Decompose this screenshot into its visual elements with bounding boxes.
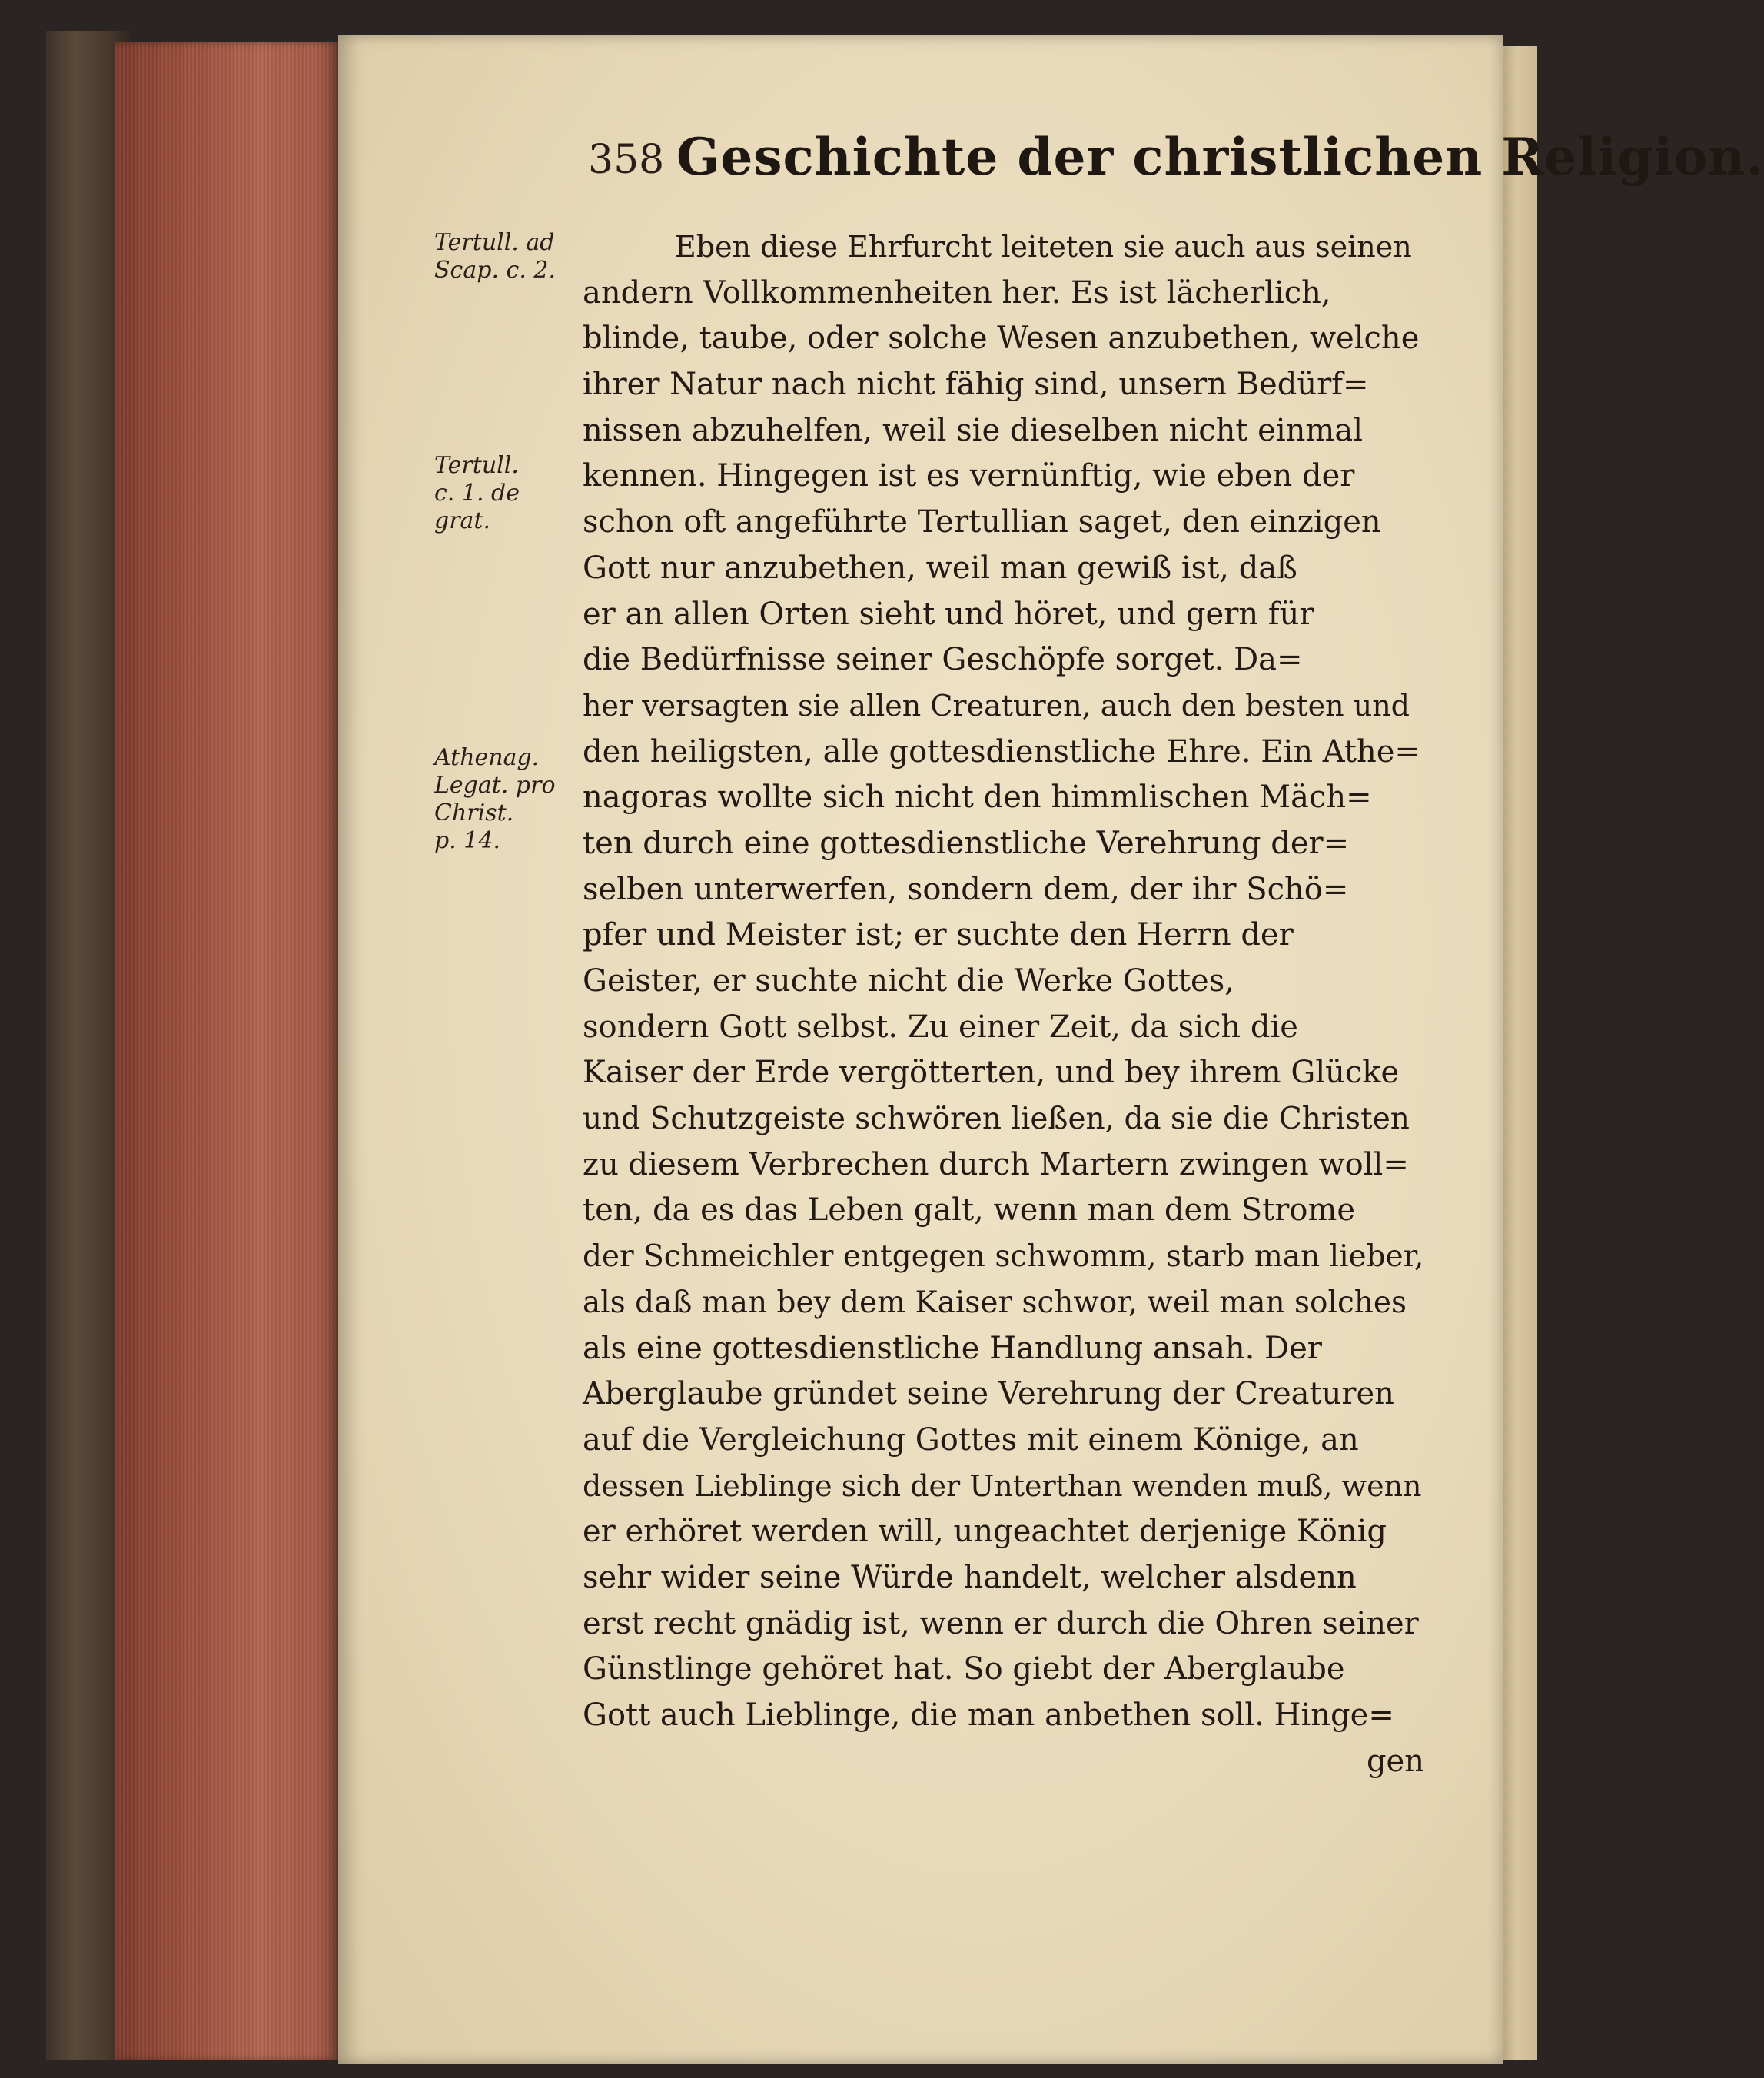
text-line: nagoras wollte sich nicht den himmlischen Mäch=: [583, 780, 1372, 816]
text-line: Aberglaube gründet seine Verehrung der Creaturen: [583, 1376, 1394, 1412]
margin-note-line: p. 14.: [434, 827, 500, 854]
margin-note-line: Scap. c. 2.: [434, 257, 556, 284]
text-line: kennen. Hingegen ist es vernünftig, wie eben der: [583, 458, 1355, 494]
text-line: Gott auch Lieblinge, die man anbethen soll. Hinge=: [583, 1697, 1394, 1733]
page-block-edges: [115, 42, 338, 2060]
text-line: die Bedürfnisse seiner Geschöpfe sorget. Da=: [583, 642, 1303, 678]
catchword: gen: [1366, 1743, 1424, 1779]
text-line: pfer und Meister ist; er suchte den Herrn der: [583, 917, 1294, 953]
text-line: ihrer Natur nach nicht fähig sind, unsern Bedürf=: [583, 367, 1369, 403]
text-line: zu diesem Verbrechen durch Martern zwingen woll=: [583, 1146, 1409, 1182]
text-line: als daß man bey dem Kaiser schwor, weil man solches: [583, 1285, 1407, 1320]
text-line: er an allen Orten sieht und höret, und gern für: [583, 596, 1314, 632]
next-page-edge: [1503, 46, 1537, 2060]
text-line: andern Vollkommenheiten her. Es ist lächerlich,: [583, 274, 1331, 311]
text-line: er erhöret werden will, ungeachtet derjenige König: [583, 1514, 1387, 1550]
text-line: nissen abzuhelfen, weil sie dieselben nicht einmal: [583, 412, 1363, 448]
text-line: erst recht gnädig ist, wenn er durch die Ohren seiner: [583, 1605, 1419, 1641]
margin-note-line: grat.: [434, 507, 491, 534]
text-line: Geister, er suchte nicht die Werke Gottes,: [583, 963, 1234, 999]
text-line: blinde, taube, oder solche Wesen anzubethen, welche: [583, 321, 1420, 357]
page-number: 358: [588, 137, 665, 183]
text-line: sehr wider seine Würde handelt, welcher alsdenn: [583, 1559, 1357, 1595]
text-line: der Schmeichler entgegen schwomm, starb man lieber,: [583, 1239, 1424, 1275]
text-line: als eine gottesdienstliche Handlung ansah. Der: [583, 1330, 1322, 1366]
text-line: ten durch eine gottesdienstliche Verehrung der=: [583, 825, 1350, 861]
text-line: Günstlinge gehöret hat. So giebt der Aberglaube: [583, 1651, 1345, 1687]
running-title: Geschichte der christlichen Religion.: [676, 127, 1764, 187]
margin-note-line: Tertull.: [434, 452, 519, 479]
text-line: sondern Gott selbst. Zu einer Zeit, da sich die: [583, 1009, 1298, 1045]
margin-note-athenag: [434, 744, 580, 855]
text-line: und Schutzgeiste schwören ließen, da sie die Christen: [583, 1102, 1410, 1137]
text-line: her versagten sie allen Creaturen, auch den besten und: [583, 688, 1410, 723]
text-line: selben unterwerfen, sondern dem, der ihr Schö=: [583, 871, 1349, 907]
text-line: den heiligsten, alle gottesdienstliche Ehre. Ein Athe=: [583, 733, 1420, 770]
body-text: [583, 224, 1424, 1784]
text-line: schon oft angeführte Tertullian saget, den einzigen: [583, 504, 1381, 540]
text-line: auf die Vergleichung Gottes mit einem Könige, an: [583, 1421, 1359, 1458]
margin-note-line: Christ.: [434, 800, 514, 826]
text-line: Kaiser der Erde vergötterten, und bey ihrem Glücke: [583, 1055, 1400, 1091]
text-line: ten, da es das Leben galt, wenn man dem Strome: [583, 1192, 1356, 1229]
margin-note-line: Athenag.: [434, 744, 540, 771]
text-line: Gott nur anzubethen, weil man gewiß ist, daß: [583, 550, 1297, 586]
margin-note-line: Tertull. ad: [434, 229, 555, 256]
margin-note-tertull-grat: [434, 452, 580, 535]
margin-note-line: Legat. pro: [434, 772, 556, 799]
text-line: dessen Lieblinge sich der Unterthan wenden muß, wenn: [583, 1468, 1422, 1503]
margin-note-line: c. 1. de: [434, 480, 520, 507]
text-line: Eben diese Ehrfurcht leiteten sie auch aus seinen: [675, 230, 1412, 264]
margin-note-tertull-scap: [434, 229, 580, 284]
